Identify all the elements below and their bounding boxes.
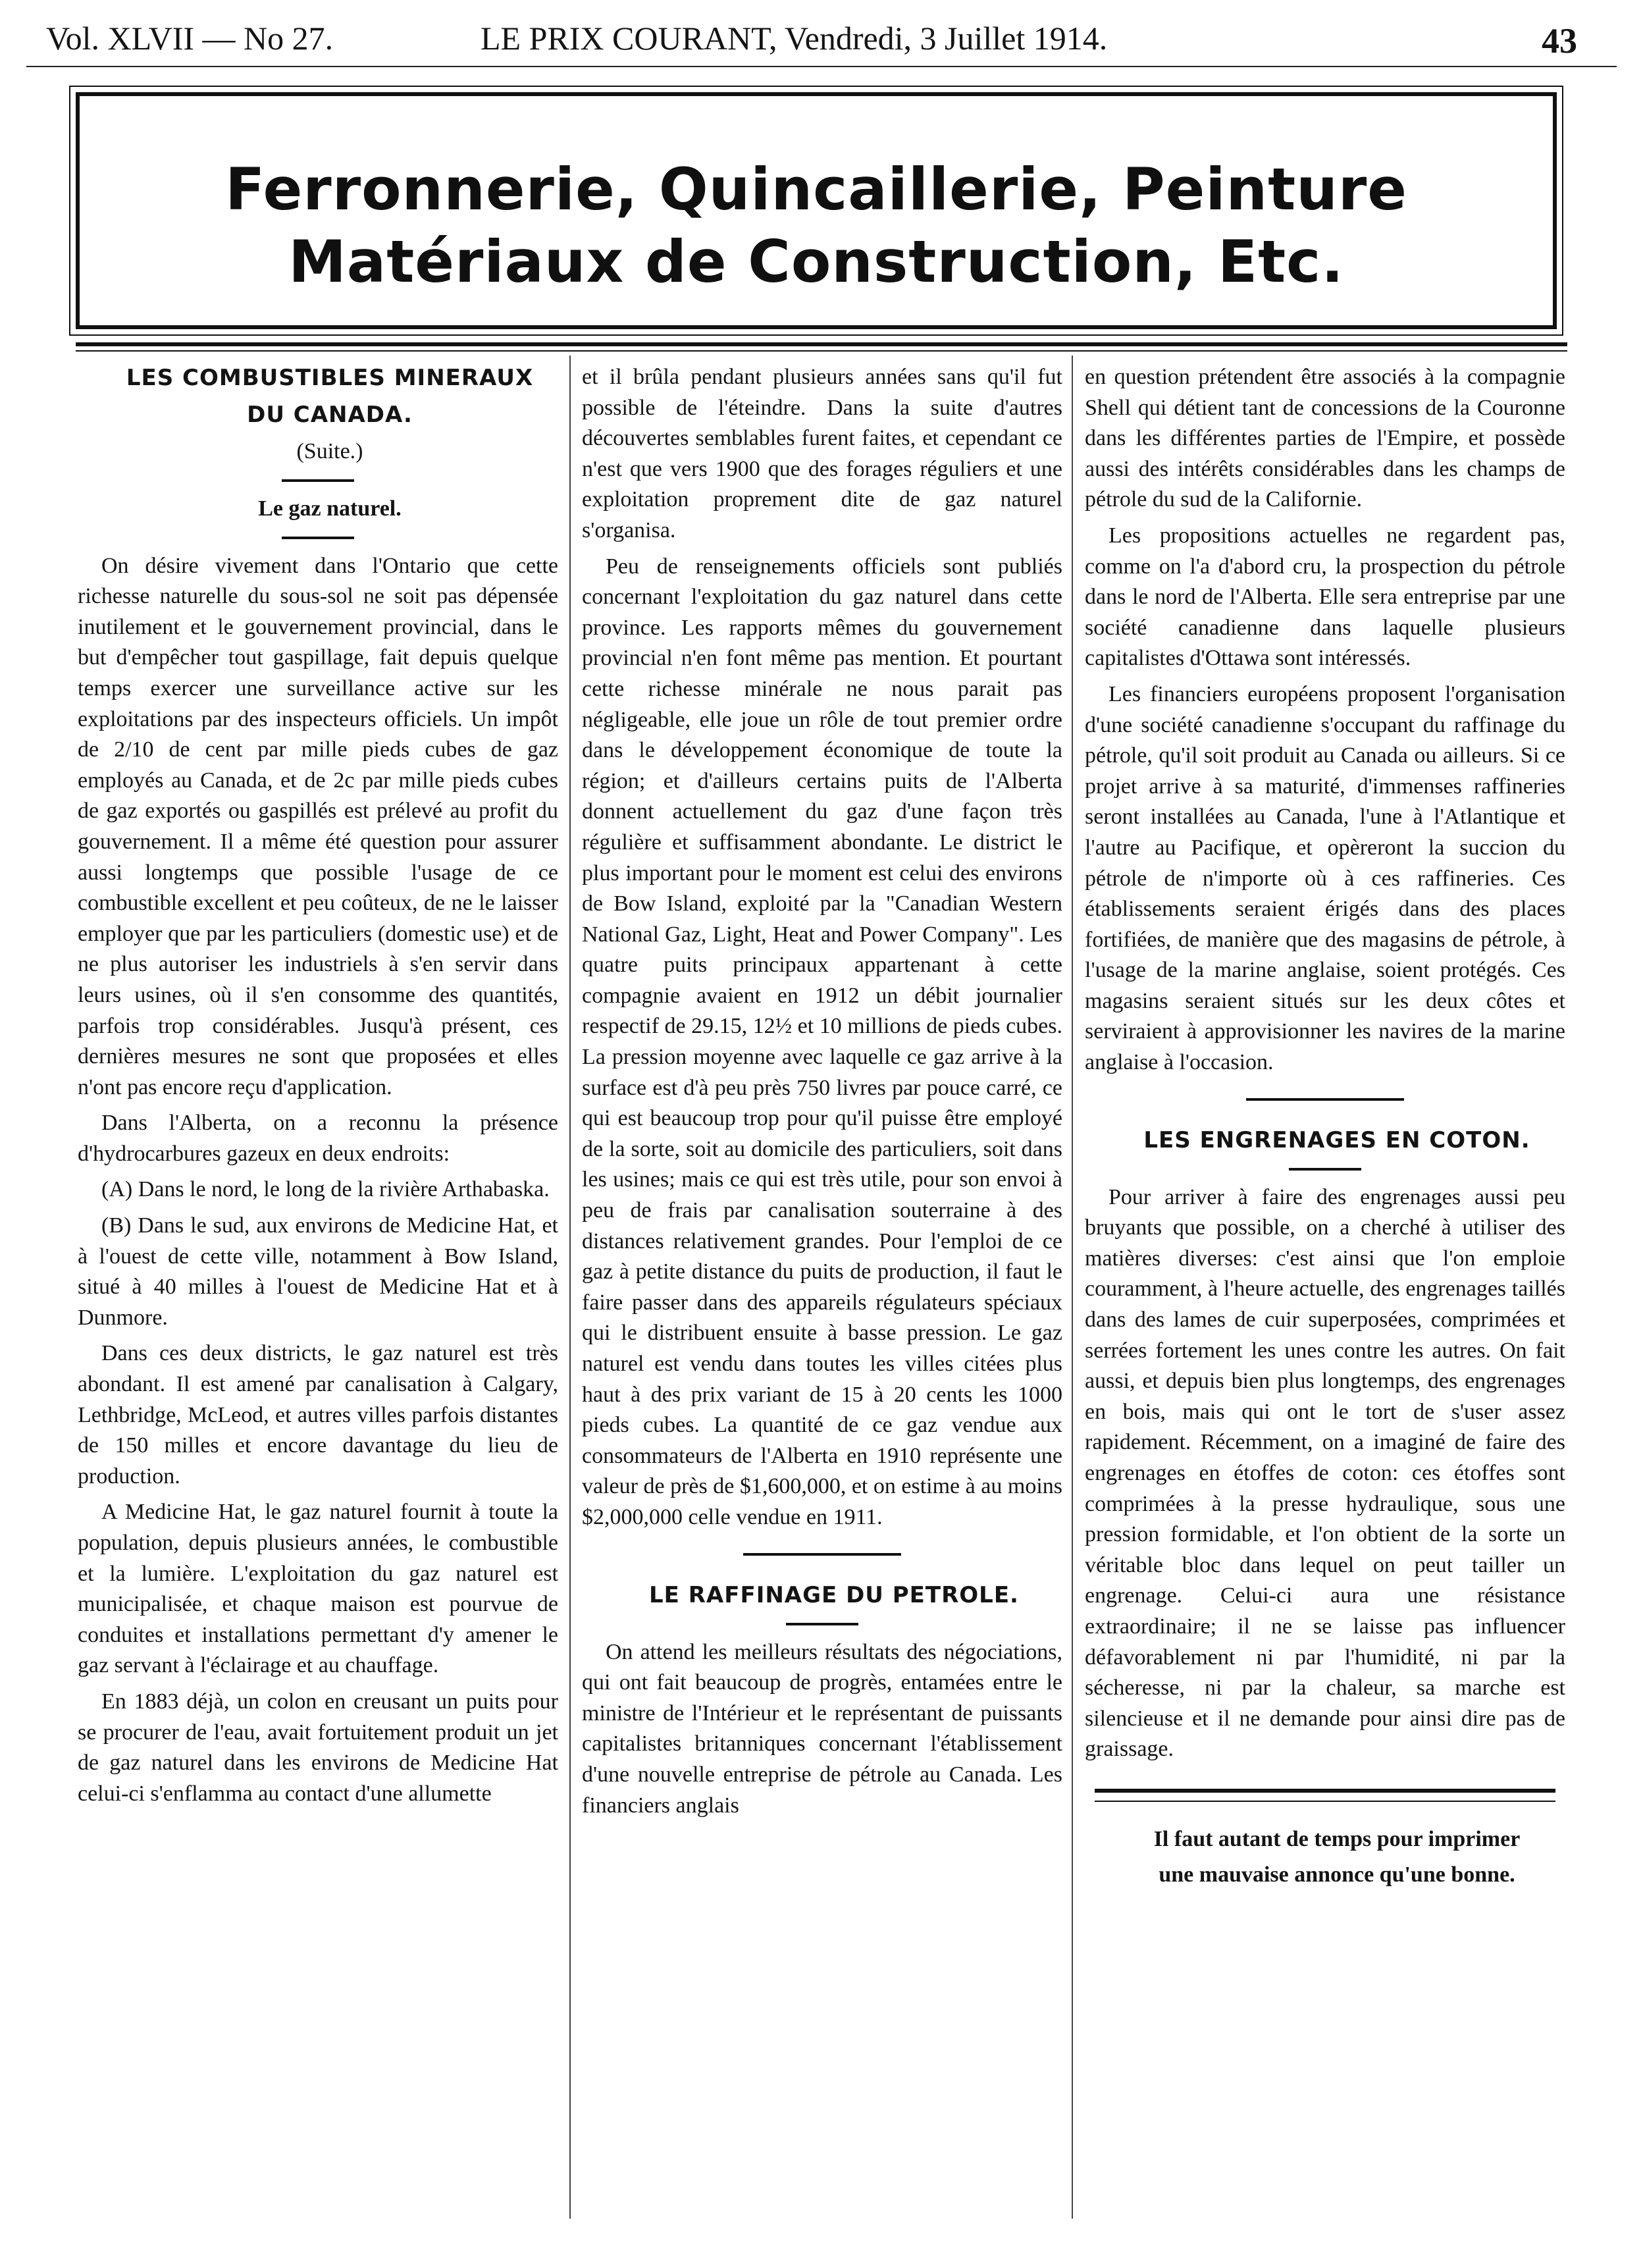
section-title-line1: Ferronnerie, Quincaillerie, Peinture — [225, 155, 1407, 223]
paragraph: (A) Dans le nord, le long de la rivière Arthabaska. — [101, 1177, 550, 1202]
paragraph: et il brûla pendant plusieurs années sans qu'il fut possible de l'éteindre. Dans la suite d'autres découvertes semblables furent faites, et cependant ce n'est que vers 1900 que des forages réguliers et une exploitation proprement dite de gaz naturel s'organisa. — [582, 365, 1062, 542]
article-heading: LE RAFFINAGE DU PETROLE. — [649, 1581, 1019, 1608]
paragraph: On attend les meilleurs résultats des négociations, qui ont fait beaucoup de progrès, entamées entre le ministre de l'Intérieur et le représentant de puissants capitalistes britanniques concernant l'établissement d'une nouvelle entreprise de pétrole au Canada. Les financiers anglais — [582, 1639, 1062, 1818]
divider — [786, 1623, 858, 1625]
divider — [743, 1553, 901, 1556]
article-suite: (Suite.) — [296, 439, 363, 463]
running-header — [26, 11, 1617, 67]
article-heading: LES ENGRENAGES EN COTON. — [1143, 1126, 1530, 1153]
divider — [1246, 1098, 1404, 1101]
article-subheading: Le gaz naturel. — [258, 496, 402, 521]
column-2 — [582, 362, 1062, 1826]
volume-number: Vol. XLVII — No 27. — [46, 20, 334, 57]
page-number: 43 — [1542, 21, 1577, 61]
divider — [1289, 1168, 1361, 1171]
article-heading-cont: DU CANADA. — [247, 402, 413, 428]
masthead: LE PRIX COURANT, Vendredi, 3 Juillet 1914. — [481, 20, 1108, 57]
column-divider — [1072, 356, 1073, 2219]
paragraph: Dans ces deux districts, le gaz naturel est très abondant. Il est amené par canalisation à Calgary, Lethbridge, McLeod, et autres villes parfois distantes de 150 milles et encore davantage du lieu de production. — [78, 1341, 558, 1489]
paragraph: Pour arriver à faire des engrenages aussi peu bruyants que possible, on a cherché à utiliser des matières diverses: c'est ainsi que l'on emploie couramment, à l'heure actuelle, des engrenages taillés dans des lames de cuir superposées, comprimées et serrées fortement les unes contre les autres. On fait aussi, et depuis bien plus longtemps, des engrenages en bois, mais qui ont le tort de s'user assez rapidement. Récemment, on a imaginé de faire des engrenages en étoffes de coton: ces étoffes sont comprimées à la presse hydraulique, sous une pression formidable, et l'on obtient de la sorte un véritable bloc dans lequel on peut tailler un engrenage. Celui-ci aura une résistance extraordinaire; il ne se laisse pas influencer défavorablement ni par l'humidité, ni par la sécheresse, ni par la chaleur, sa marche est silencieuse et il ne demande pour ainsi dire pas de graissage. — [1085, 1184, 1565, 1762]
column-divider — [569, 356, 571, 2219]
divider — [1095, 1789, 1555, 1802]
paragraph: Les propositions actuelles ne regardent pas, comme on l'a d'abord cru, la prospection du pétrole dans le nord de l'Alberta. Elle sera entreprise par une société canadienne dans laquelle plusieurs capitalistes d'Ottawa sont intéressés. — [1085, 523, 1565, 671]
section-title-box — [76, 92, 1557, 329]
column-1 — [78, 362, 558, 1814]
divider — [282, 537, 354, 539]
paragraph: Les financiers européens proposent l'organisation d'une société canadienne s'occupant du raffinage du pétrole, qu'il soit produit au Canada ou ailleurs. Si ce projet arrive à sa maturité, d'immenses raffineries seront installées au Canada, l'une à l'Atlantique et l'autre au Pacifique, et opèreront la succion du pétrole de n'importe où à ces raffineries. Ces établissements seraient érigés dans des places fortifiées, de manière que des magasins de pétrole, à l'usage de la marine anglaise, soient protégés. Ces magasins seraient situés sur les deux côtes et serviraient à approvisionner les navires de la marine anglaise à l'occasion. — [1085, 681, 1565, 1075]
paragraph: En 1883 déjà, un colon en creusant un puits pour se procurer de l'eau, avait fortuitement produit un jet de gaz naturel dans les environs de Medicine Hat celui-ci s'enflamma au contact d'une allumette — [78, 1689, 558, 1806]
footer-note-line2: une mauvaise annonce qu'une bonne. — [1159, 1862, 1515, 1887]
section-title-line2: Matériaux de Construction, Etc. — [288, 228, 1344, 296]
column-3 — [1085, 362, 1565, 1895]
paragraph: en question prétendent être associés à la compagnie Shell qui détient tant de concessions de la Couronne dans les différentes parties de l'Empire, et possède aussi des intérêts considérables dans les champs de pétrole du sud de la Californie. — [1085, 365, 1565, 512]
divider — [282, 479, 354, 482]
paragraph: A Medicine Hat, le gaz naturel fournit à toute la population, depuis plusieurs années, le combustible et la lumière. L'exploitation du gaz naturel est municipalisée, et chaque maison est pourvue de conduites et installations permettant d'y amener le gaz servant à l'éclairage et au chauffage. — [78, 1500, 558, 1678]
title-divider — [76, 342, 1567, 352]
article-heading: LES COMBUSTIBLES MINERAUX — [126, 365, 534, 391]
paragraph: (B) Dans le sud, aux environs de Medicine Hat, et à l'ouest de cette ville, notamment à Bow Island, situé à 40 milles à l'ouest de Medicine Hat et à Dunmore. — [78, 1213, 558, 1330]
paragraph: Peu de renseignements officiels sont publiés concernant l'exploitation du gaz naturel dans cette province. Les rapports mêmes du gouvernement provincial n'en font même pas mention. Et pourtant cette richesse minérale ne nous parait pas négligeable, elle joue un rôle de tout premier ordre dans le développement économique de toute la région; et d'ailleurs certains puits de l'Alberta donnent actuellement du gaz d'une façon très régulière et suffisamment abondante. Le district le plus important pour le moment est celui des environs de Bow Island, exploité par la "Canadian Western National Gaz, Light, Heat and Power Company". Les quatre puits principaux appartenant à cette compagnie avaient en 1912 un débit journalier respectif de 29.15, 12½ et 10 millions de pieds cubes. La pression moyenne avec laquelle ce gaz arrive à la surface est d'à peu près 750 livres par pouce carré, ce qui est beaucoup trop pour qu'il puisse être employé de la sorte, soit au domicile des particuliers, soit dans les usines; mais ce qui est très utile, pour son envoi à peu de frais par canalisation souterraine à des distances relativement grandes. Pour l'emploi de ce gaz à petite distance du puits de production, il faut le faire passer dans des appareils régulateurs spéciaux qui le distribuent ensuite à basse pression. Le gaz naturel est vendu dans toutes les villes citées plus haut à des prix variant de 15 à 20 cents les 1000 pieds cubes. La quantité de ce gaz vendue aux consommateurs de l'Alberta en 1910 représente une valeur de près de $1,600,000, et on estime à au moins $2,000,000 celle vendue en 1911. — [582, 554, 1062, 1529]
paragraph: Dans l'Alberta, on a reconnu la présence d'hydrocarbures gazeux en deux endroits: — [78, 1111, 558, 1166]
footer-note-line1: Il faut autant de temps pour imprimer — [1153, 1826, 1521, 1851]
paragraph: On désire vivement dans l'Ontario que cette richesse naturelle du sous-sol ne soit pas dépensée inutilement et le gouvernement provincial, dans le but d'empêcher tout gaspillage, fait depuis quelque temps exercer une surveillance active sur les exploitations par des inspecteurs officiels. Un impôt de 2/10 de cent par mille pieds cubes de gaz employés au Canada, et de 2c par mille pieds cubes de gaz exportés ou gaspillés est prélevé au profit du gouvernement. Il a même été question pour assurer aussi longtemps que possible l'usage de ce combustible excellent et peu coûteux, de ne le laisser employer que par les particuliers (domestic use) et de ne plus autoriser les industriels à s'en servir dans leurs usines, où il s'en consomme des quantités, parfois trop considérables. Jusqu'à présent, ces dernières mesures ne sont que proposées et elles n'ont pas encore reçu d'application. — [78, 553, 558, 1099]
